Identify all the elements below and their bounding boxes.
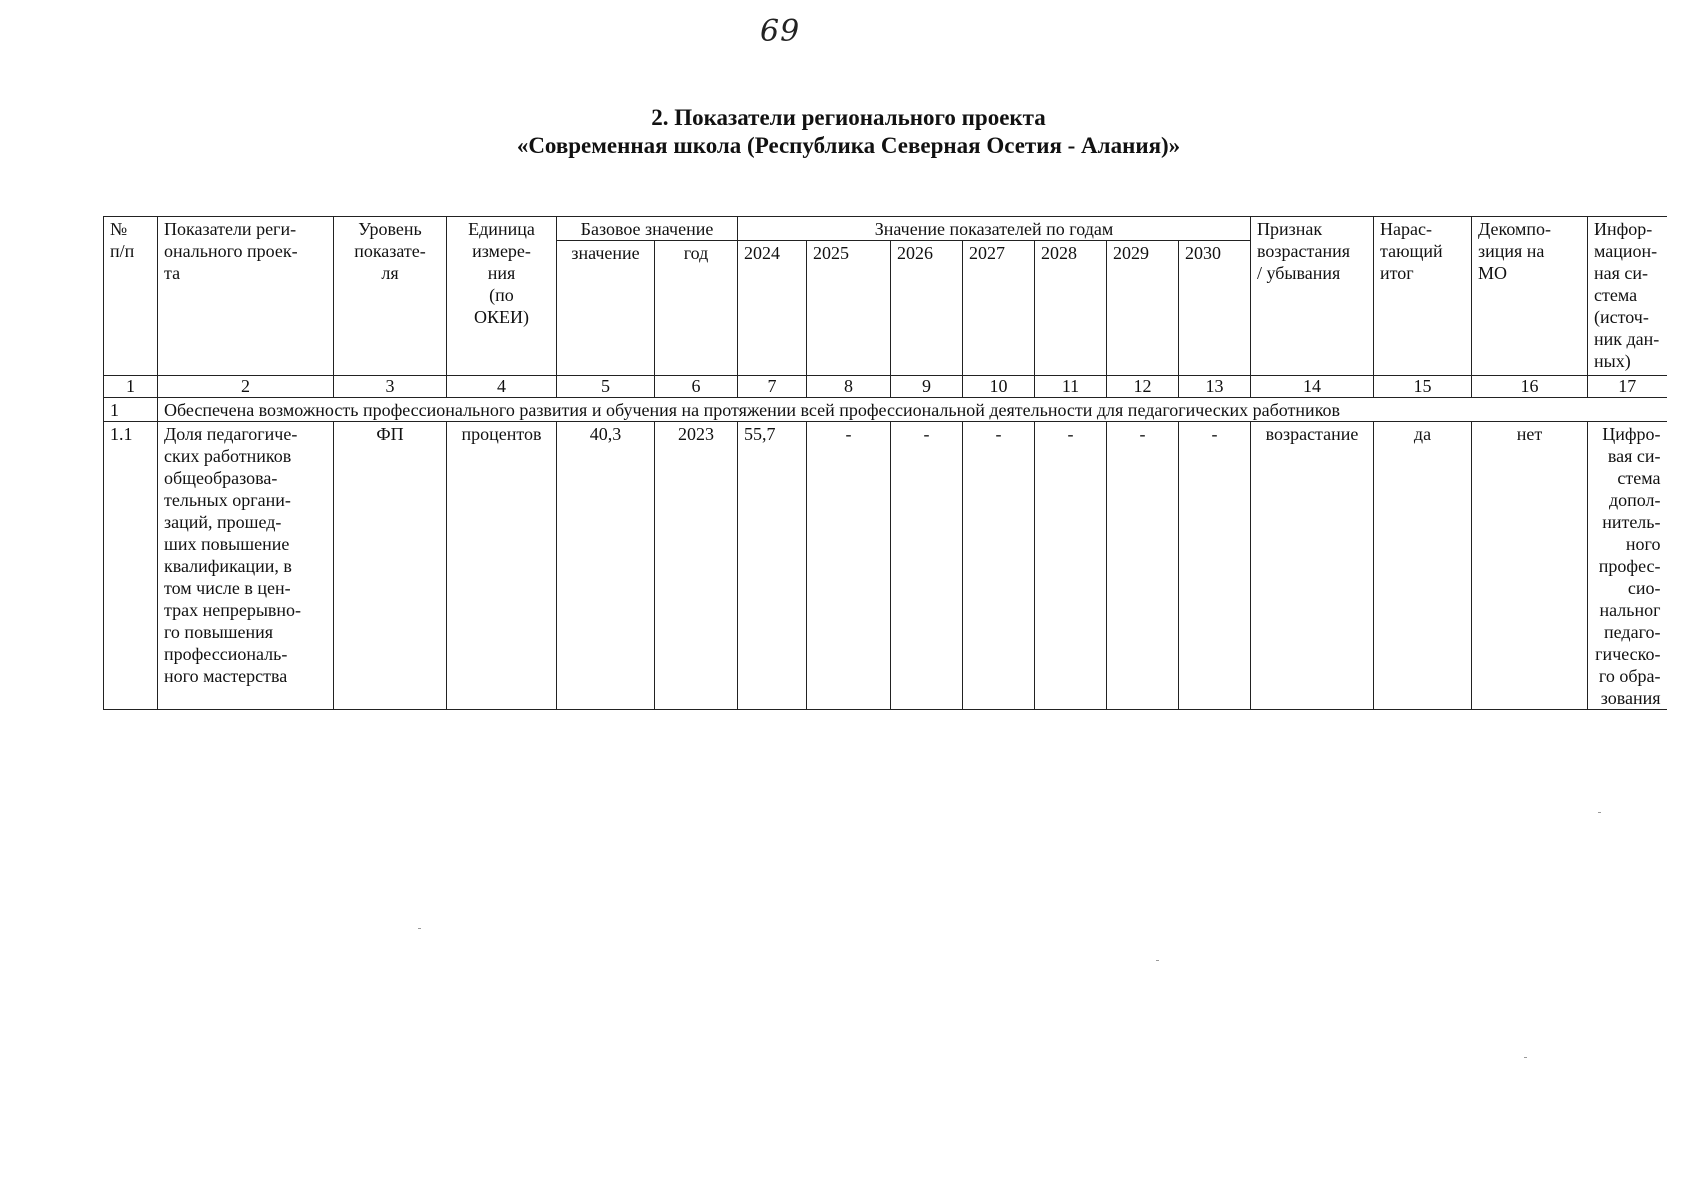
header-cumulative: Нарас- тающий итог [1374, 217, 1472, 376]
header-base-year: год [655, 241, 738, 376]
header-year-2028: 2028 [1035, 241, 1107, 376]
header-year-2026: 2026 [891, 241, 963, 376]
scan-speck [1598, 812, 1601, 813]
header-decomposition: Декомпо- зиция на МО [1472, 217, 1588, 376]
row-value-2029: - [1107, 422, 1179, 710]
title-line-2: «Современная школа (Республика Северная Осетия - Алания)» [516, 133, 1181, 158]
column-number: 4 [447, 376, 557, 398]
scan-speck [1156, 960, 1159, 961]
header-level: Уровень показате- ля [334, 217, 447, 376]
row-base-year: 2023 [655, 422, 738, 710]
column-number: 15 [1374, 376, 1472, 398]
scan-speck [1524, 1057, 1527, 1058]
header-row-1 [104, 217, 1667, 241]
row-trend: возрастание [1251, 422, 1374, 710]
header-year-2029: 2029 [1107, 241, 1179, 376]
column-number: 12 [1107, 376, 1179, 398]
page-number: 69 [760, 14, 801, 49]
header-unit: Единица измере- ния (по ОКЕИ) [447, 217, 557, 376]
page-title [0, 104, 1697, 160]
column-number: 8 [807, 376, 891, 398]
column-numbers-row [104, 376, 1667, 398]
header-num: № п/п [104, 217, 158, 376]
header-years-group: Значение показателей по годам [738, 217, 1251, 241]
header-trend: Признак возрастания / убывания [1251, 217, 1374, 376]
row-base-value: 40,3 [557, 422, 655, 710]
column-number: 13 [1179, 376, 1251, 398]
column-number: 2 [158, 376, 334, 398]
column-number: 9 [891, 376, 963, 398]
row-level: ФП [334, 422, 447, 710]
header-indicator: Показатели реги- онального проек- та [158, 217, 334, 376]
header-base-value: значение [557, 241, 655, 376]
column-number: 7 [738, 376, 807, 398]
goal-number: 1 [104, 398, 158, 422]
header-info-system: Инфор- мацион- ная си- стема (источ- ник дан- ных) [1588, 217, 1667, 376]
row-value-2025: - [807, 422, 891, 710]
column-number: 1 [104, 376, 158, 398]
table-row [104, 422, 1667, 710]
goal-row [104, 398, 1667, 422]
column-number: 14 [1251, 376, 1374, 398]
goal-text: Обеспечена возможность профессионального развития и обучения на протяжении всей профессиональной деятельности для педагогических работников [158, 398, 1667, 422]
row-number: 1.1 [104, 422, 158, 710]
column-number: 11 [1035, 376, 1107, 398]
scan-speck [418, 928, 421, 929]
header-year-2030: 2030 [1179, 241, 1251, 376]
header-base-group: Базовое значение [557, 217, 738, 241]
row-unit: процентов [447, 422, 557, 710]
title-line-1: 2. Показатели регионального проекта [651, 105, 1046, 130]
row-value-2030: - [1179, 422, 1251, 710]
column-number: 10 [963, 376, 1035, 398]
row-cumulative: да [1374, 422, 1472, 710]
column-number: 5 [557, 376, 655, 398]
row-indicator: Доля педагогиче- ских работников общеобразова- тельных органи- заций, прошед- ших повышение квалификации, в том числе в цен- трах непрерывно- го повышения профессиональ- ного мастерства [158, 422, 334, 710]
header-year-2024: 2024 [738, 241, 807, 376]
header-year-2025: 2025 [807, 241, 891, 376]
row-value-2028: - [1035, 422, 1107, 710]
column-number: 6 [655, 376, 738, 398]
row-decomposition: нет [1472, 422, 1588, 710]
row-value-2026: - [891, 422, 963, 710]
column-number: 17 [1588, 376, 1667, 398]
row-value-2024: 55,7 [738, 422, 807, 710]
header-year-2027: 2027 [963, 241, 1035, 376]
column-number: 16 [1472, 376, 1588, 398]
indicators-table [103, 216, 1667, 710]
row-value-2027: - [963, 422, 1035, 710]
column-number: 3 [334, 376, 447, 398]
row-info-system: Цифро- вая си- стема допол- нитель- ного профес- сио- нальног педаго- гическо- го обра- зования [1588, 422, 1667, 710]
